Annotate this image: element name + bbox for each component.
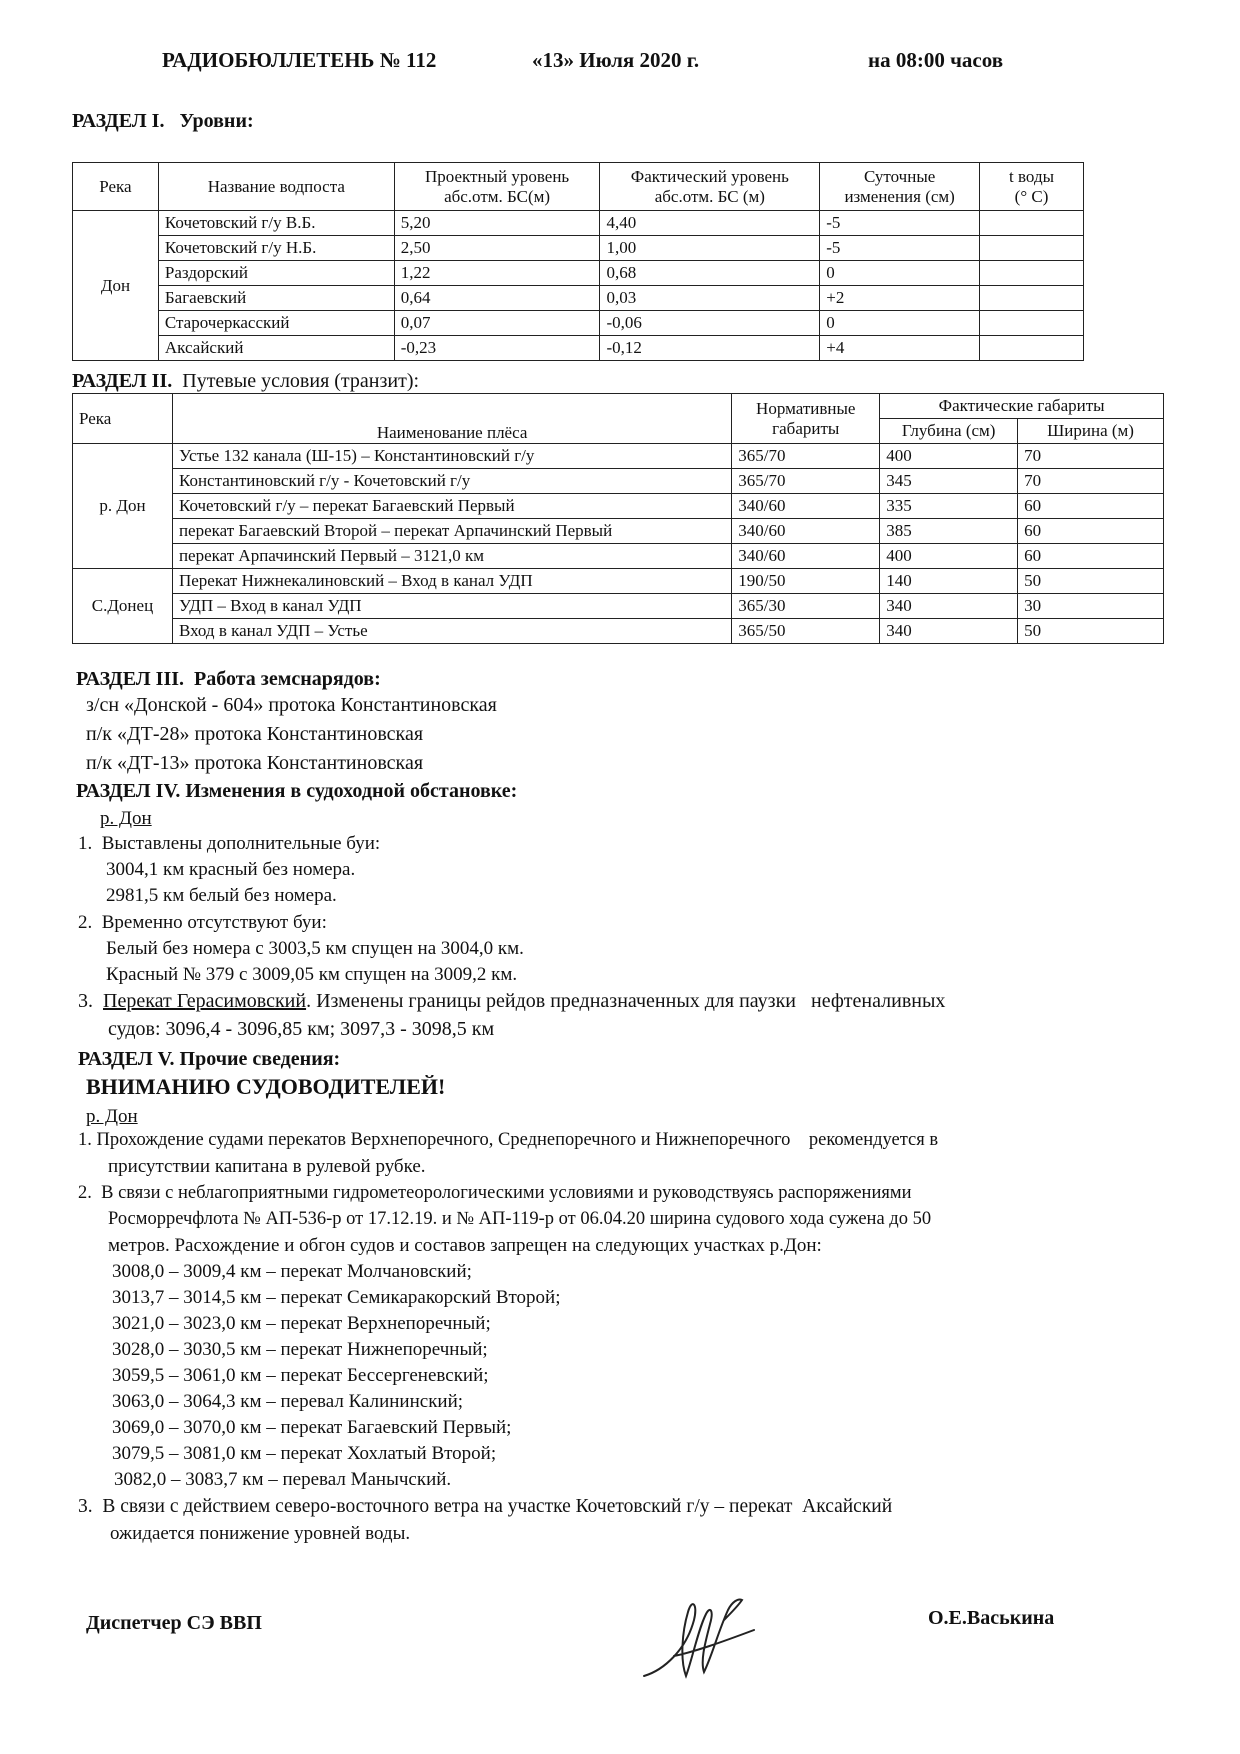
list-item: 3082,0 – 3083,7 км – перевал Манычский. [114, 1469, 452, 1490]
signature-icon [634, 1580, 764, 1690]
project-level: 0,07 [394, 311, 600, 336]
project-level: 5,20 [394, 211, 600, 236]
station-name: Кочетовский г/у Н.Б. [158, 236, 394, 261]
table-row [73, 544, 1164, 569]
station-name: Багаевский [158, 286, 394, 311]
table-row [73, 594, 1164, 619]
river-label: р. Дон [86, 1106, 138, 1127]
table-row [73, 311, 1084, 336]
normative-dims: 365/30 [732, 594, 880, 619]
actual-level: 4,40 [600, 211, 820, 236]
col-width: Ширина (м) [1018, 419, 1164, 444]
dredger-item: п/к «ДТ-13» протока Константиновская [86, 752, 424, 774]
section3-title: РАЗДЕЛ III. Работа земснарядов: [76, 668, 381, 690]
depth-value: 345 [880, 469, 1018, 494]
paragraph: метров. Расхождение и обгон судов и составов запрещен на следующих участках р.Дон: [108, 1235, 822, 1256]
width-value: 70 [1018, 469, 1164, 494]
paragraph: ожидается понижение уровней воды. [110, 1523, 411, 1544]
daily-change: -5 [820, 211, 980, 236]
col-depth: Глубина (см) [880, 419, 1018, 444]
width-value: 60 [1018, 519, 1164, 544]
col-station: Название водпоста [158, 163, 394, 211]
list-item: 2. Временно отсутствуют буи: [78, 912, 327, 933]
list-item: 3069,0 – 3070,0 км – перекат Багаевский Первый; [112, 1417, 512, 1438]
section4-title: РАЗДЕЛ IV. Изменения в судоходной обстановке: [76, 780, 518, 802]
water-temp [980, 211, 1084, 236]
table-row [73, 444, 1164, 469]
normative-dims: 340/60 [732, 519, 880, 544]
levels-table [72, 162, 1084, 361]
section1-title: РАЗДЕЛ I. Уровни: [72, 110, 254, 132]
table-row [73, 494, 1164, 519]
table-row [73, 619, 1164, 644]
list-item: 3021,0 – 3023,0 км – перекат Верхнепоречный; [112, 1313, 491, 1334]
table-row [73, 469, 1164, 494]
col-river: Река [73, 394, 173, 444]
table-row [73, 569, 1164, 594]
daily-change: -5 [820, 236, 980, 261]
section5-title: РАЗДЕЛ V. Прочие сведения: [78, 1048, 341, 1070]
water-temp [980, 336, 1084, 361]
col-reach-name: Наименование плёса [172, 394, 731, 444]
paragraph: присутствии капитана в рулевой рубке. [108, 1156, 426, 1177]
table-row [73, 261, 1084, 286]
bulletin-time: на 08:00 часов [868, 48, 1004, 72]
station-name: Раздорский [158, 261, 394, 286]
daily-change: 0 [820, 311, 980, 336]
paragraph: Росморречфлота № АП-536-р от 17.12.19. и № АП-119-р от 06.04.20 ширина судового хода сужена до 50 [108, 1209, 932, 1229]
water-temp [980, 311, 1084, 336]
list-item: 3. Перекат Герасимовский. Изменены границы рейдов предназначенных для паузки нефтеналивных [78, 990, 946, 1012]
list-item: 3008,0 – 3009,4 км – перекат Молчановский; [112, 1261, 472, 1282]
col-daily-change: Суточные изменения (см) [820, 163, 980, 211]
bulletin-date: «13» Июля 2020 г. [532, 48, 700, 72]
reach-name: перекат Арпачинский Первый – 3121,0 км [172, 544, 731, 569]
dredger-item: п/к «ДТ-28» протока Константиновская [86, 723, 424, 745]
table-row [73, 236, 1084, 261]
bulletin-title: РАДИОБЮЛЛЕТЕНЬ № 112 [162, 48, 437, 72]
reach-name: УДП – Вход в канал УДП [172, 594, 731, 619]
actual-level: 0,68 [600, 261, 820, 286]
width-value: 70 [1018, 444, 1164, 469]
project-level: -0,23 [394, 336, 600, 361]
project-level: 1,22 [394, 261, 600, 286]
daily-change: 0 [820, 261, 980, 286]
table-row [73, 211, 1084, 236]
list-item: Красный № 379 с 3009,05 км спущен на 3009,2 км. [106, 964, 518, 985]
water-temp [980, 286, 1084, 311]
project-level: 2,50 [394, 236, 600, 261]
depth-value: 340 [880, 619, 1018, 644]
table-row [73, 519, 1164, 544]
river-cell: Дон [73, 211, 159, 361]
actual-level: 1,00 [600, 236, 820, 261]
normative-dims: 190/50 [732, 569, 880, 594]
normative-dims: 365/70 [732, 469, 880, 494]
list-item: 1. Выставлены дополнительные буи: [78, 833, 381, 854]
daily-change: +4 [820, 336, 980, 361]
col-actual-level: Фактический уровень абс.отм. БС (м) [600, 163, 820, 211]
table-row [73, 286, 1084, 311]
water-temp [980, 236, 1084, 261]
dispatcher-name: О.Е.Васькина [928, 1607, 1055, 1629]
actual-level: -0,12 [600, 336, 820, 361]
levels-header-row [73, 163, 1084, 211]
reach-name: Устье 132 канала (Ш-15) – Константиновский г/у [172, 444, 731, 469]
transit-table [72, 393, 1164, 644]
section2-title: РАЗДЕЛ II. Путевые условия (транзит): [72, 370, 420, 392]
list-item: судов: 3096,4 - 3096,85 км; 3097,3 - 3098,5 км [108, 1018, 495, 1040]
paragraph: 2. В связи с неблагоприятными гидрометеорологическими условиями и руководствуясь распоряжениями [78, 1183, 912, 1203]
list-item: 3059,5 – 3061,0 км – перекат Бессергеневский; [112, 1365, 489, 1386]
list-item: 3004,1 км красный без номера. [106, 859, 356, 880]
attention-heading: ВНИМАНИЮ СУДОВОДИТЕЛЕЙ! [86, 1074, 446, 1099]
list-item: 3063,0 – 3064,3 км – перевал Калининский; [112, 1391, 464, 1412]
list-item: 3013,7 – 3014,5 км – перекат Семикаракорский Второй; [112, 1287, 561, 1308]
width-value: 60 [1018, 494, 1164, 519]
reach-name: Перекат Нижнекалиновский – Вход в канал УДП [172, 569, 731, 594]
width-value: 50 [1018, 619, 1164, 644]
station-name: Старочеркасский [158, 311, 394, 336]
station-name: Кочетовский г/у В.Б. [158, 211, 394, 236]
river-cell: С.Донец [73, 569, 173, 644]
list-item: 3028,0 – 3030,5 км – перекат Нижнепоречный; [112, 1339, 488, 1360]
width-value: 60 [1018, 544, 1164, 569]
col-river: Река [73, 163, 159, 211]
reach-name: перекат Багаевский Второй – перекат Арпачинский Первый [172, 519, 731, 544]
dispatcher-position: Диспетчер СЭ ВВП [86, 1612, 262, 1634]
col-project-level: Проектный уровень абс.отм. БС(м) [394, 163, 600, 211]
col-water-temp: t воды (° С) [980, 163, 1084, 211]
normative-dims: 340/60 [732, 494, 880, 519]
station-name: Аксайский [158, 336, 394, 361]
normative-dims: 365/50 [732, 619, 880, 644]
depth-value: 400 [880, 444, 1018, 469]
depth-value: 385 [880, 519, 1018, 544]
river-label: р. Дон [100, 808, 152, 829]
paragraph: 3. В связи с действием северо-восточного ветра на участке Кочетовский г/у – перекат Аксайский [78, 1496, 893, 1517]
dredger-item: з/сн «Донской - 604» протока Константиновская [86, 694, 497, 716]
normative-dims: 340/60 [732, 544, 880, 569]
list-item: Белый без номера с 3003,5 км спущен на 3004,0 км. [106, 938, 524, 959]
depth-value: 340 [880, 594, 1018, 619]
transit-header-row [73, 394, 1164, 419]
width-value: 50 [1018, 569, 1164, 594]
normative-dims: 365/70 [732, 444, 880, 469]
reach-name: Вход в канал УДП – Устье [172, 619, 731, 644]
daily-change: +2 [820, 286, 980, 311]
width-value: 30 [1018, 594, 1164, 619]
water-temp [980, 261, 1084, 286]
actual-level: 0,03 [600, 286, 820, 311]
actual-level: -0,06 [600, 311, 820, 336]
depth-value: 400 [880, 544, 1018, 569]
reach-name: Кочетовский г/у – перекат Багаевский Первый [172, 494, 731, 519]
river-cell: р. Дон [73, 444, 173, 569]
depth-value: 335 [880, 494, 1018, 519]
list-item: 2981,5 км белый без номера. [106, 885, 337, 906]
reach-name: Константиновский г/у - Кочетовский г/у [172, 469, 731, 494]
col-actual-dims: Фактические габариты [880, 394, 1164, 419]
project-level: 0,64 [394, 286, 600, 311]
col-normative: Нормативные габариты [732, 394, 880, 444]
depth-value: 140 [880, 569, 1018, 594]
paragraph: 1. Прохождение судами перекатов Верхнепоречного, Среднепоречного и Нижнепоречного рекомендуется в [78, 1130, 939, 1150]
list-item: 3079,5 – 3081,0 км – перекат Хохлатый Второй; [112, 1443, 497, 1464]
table-row [73, 336, 1084, 361]
